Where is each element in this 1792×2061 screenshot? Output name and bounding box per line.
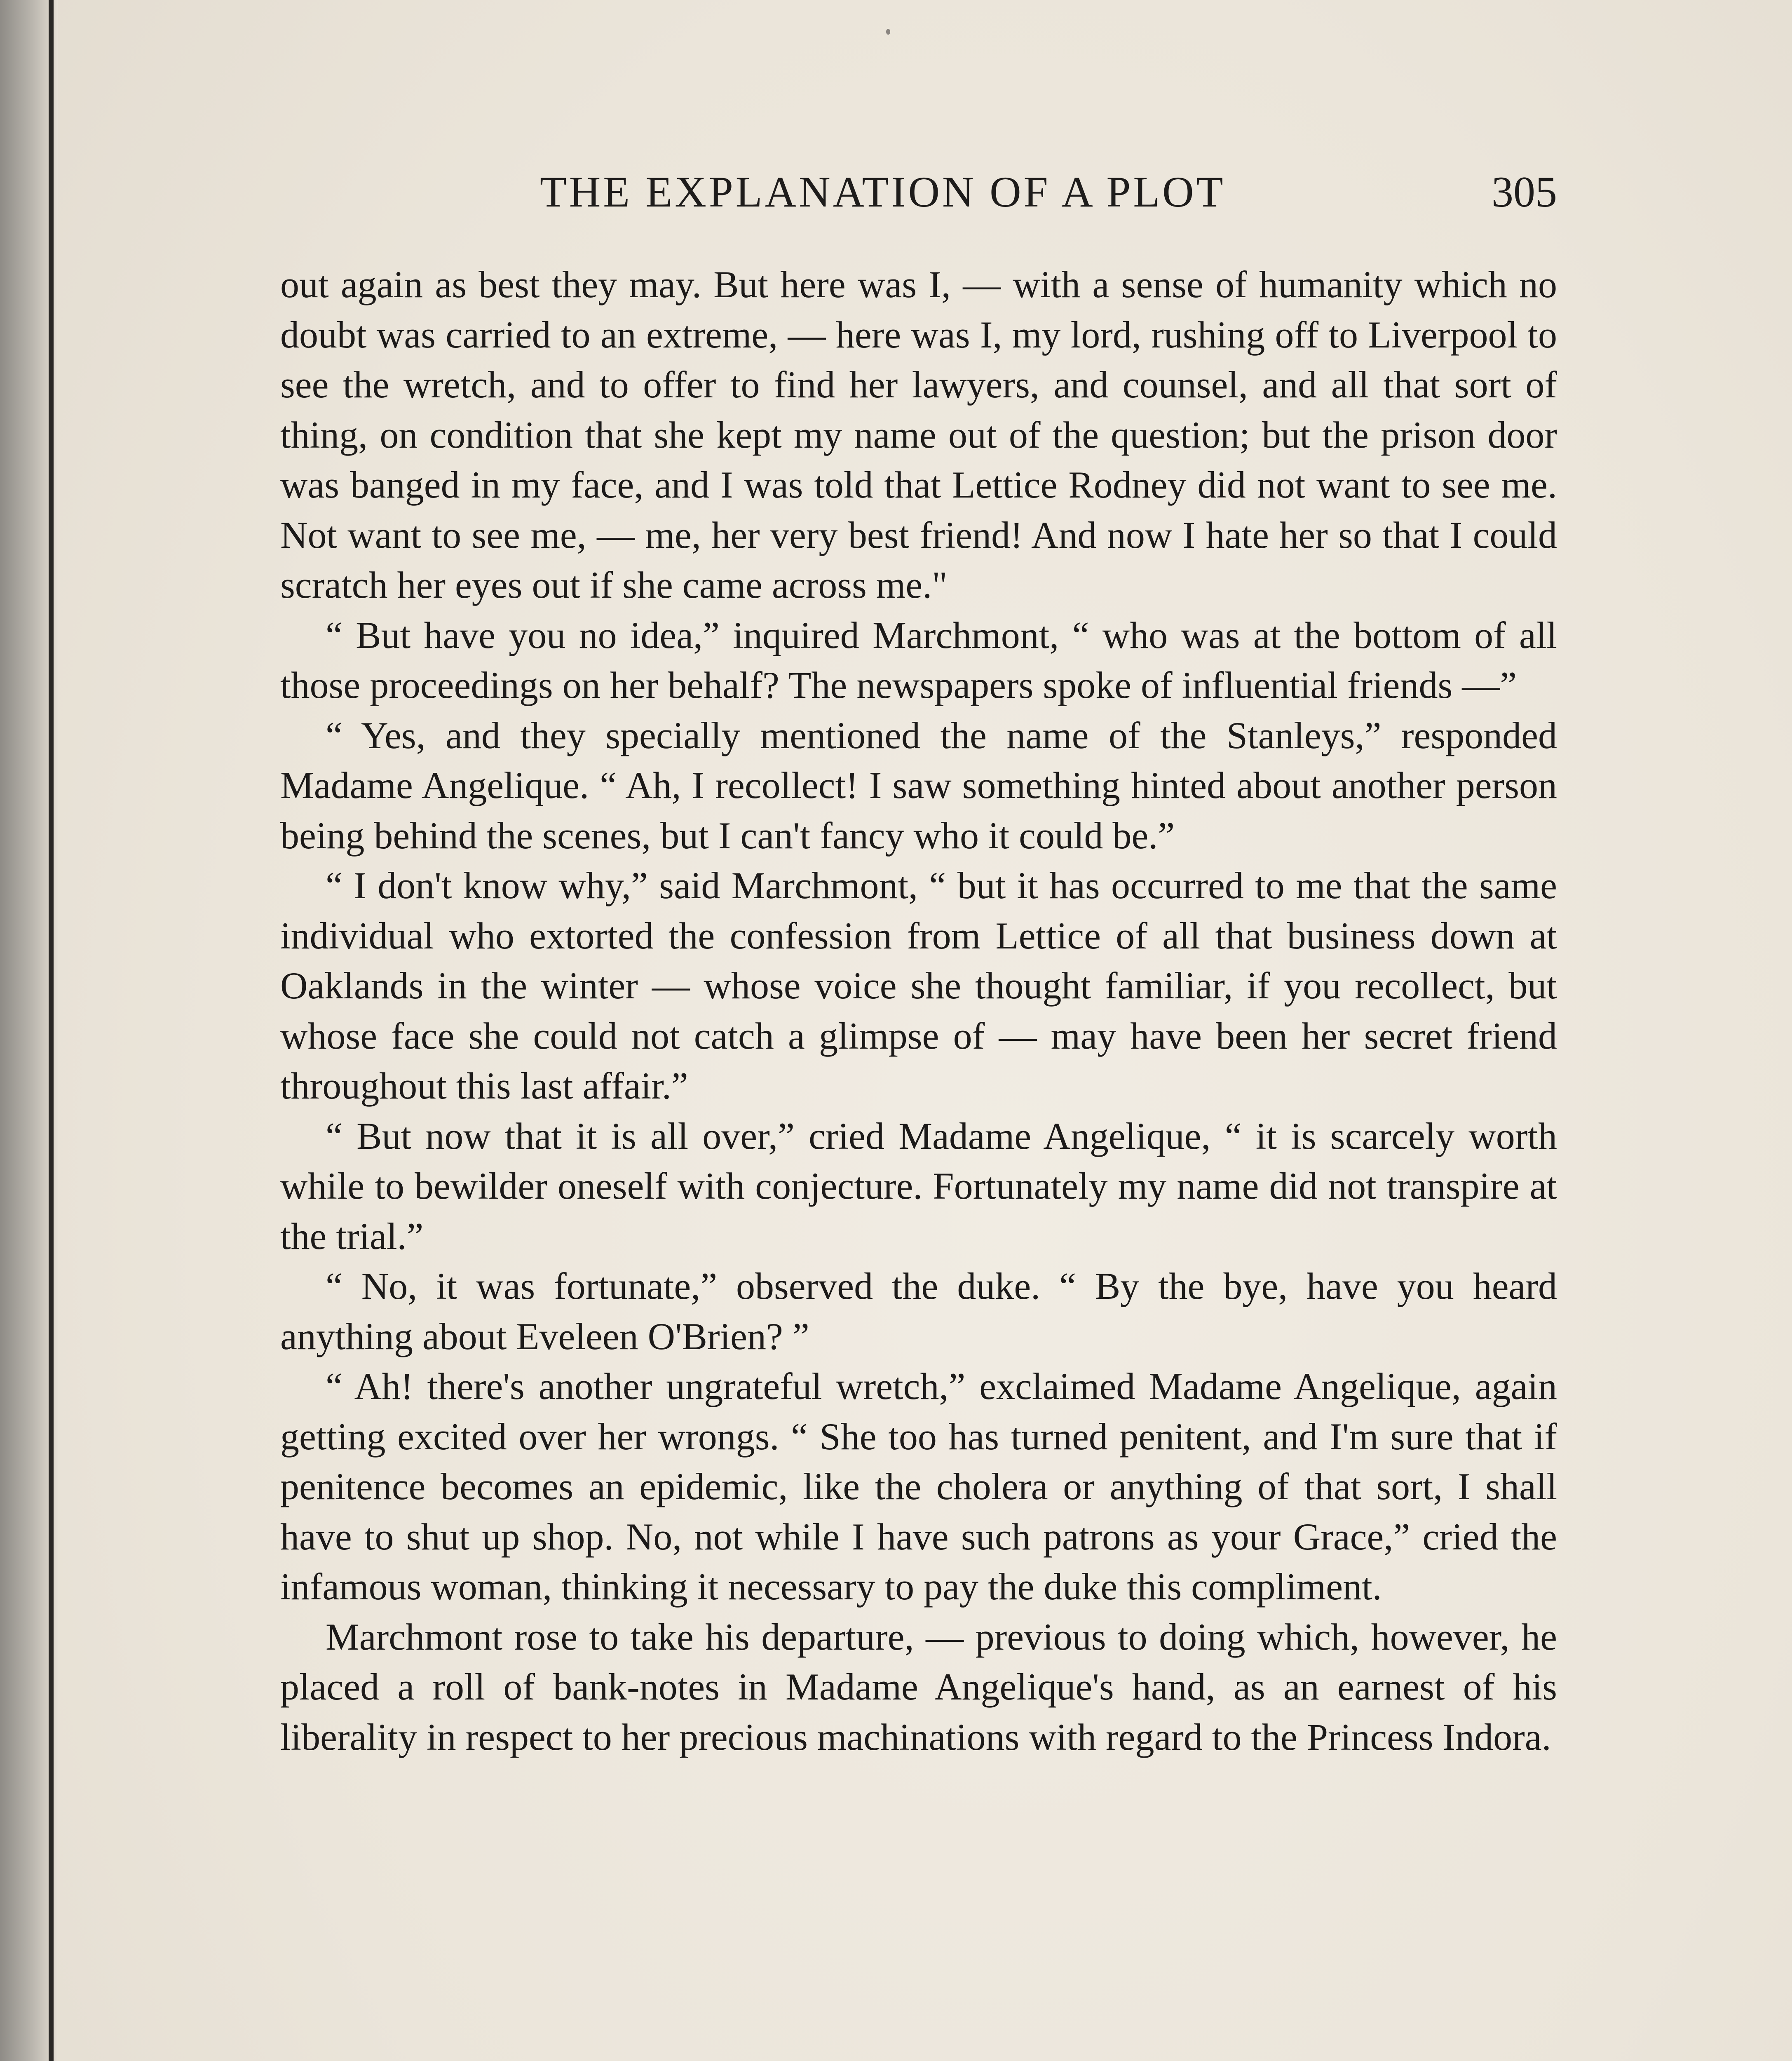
paragraph: “ But have you no idea,” inquired Marchmont, “ who was at the bottom of all those proceedings on her behalf? The newspapers spoke of influential friends —” <box>280 614 1557 706</box>
paper-speck <box>886 29 890 35</box>
paragraph: “ Ah! there's another ungrateful wretch,” exclaimed Madame Angelique, again getting excited over her wrongs. “ She too has turned penitent, and I'm sure that if penitence becomes an epidemic, like the cholera or anything of that sort, I shall have to shut up shop. No, not while I have such patrons as your Grace,” cried the infamous woman, thinking it necessary to pay the duke this compliment. <box>280 1365 1557 1608</box>
body-text <box>280 260 1557 1762</box>
page-gutter-edge <box>49 0 54 2061</box>
book-page <box>58 0 1792 2061</box>
paragraph: “ Yes, and they specially mentioned the name of the Stanleys,” responded Madame Angelique. “ Ah, I recollect! I saw something hinted about another person being behind the scenes, but I can't fancy who it could be.” <box>280 714 1557 857</box>
paragraph: Marchmont rose to take his departure, — previous to doing which, however, he placed a roll of bank-notes in Madame Angelique's hand, as an earnest of his liberality in respect to her precious machinations with regard to the Princess Indora. <box>280 1615 1557 1758</box>
paragraph: “ But now that it is all over,” cried Madame Angelique, “ it is scarcely worth while to bewilder oneself with conjecture. Fortunately my name did not transpire at the trial.” <box>280 1115 1557 1257</box>
paragraph: out again as best they may. But here was I, — with a sense of humanity which no doubt was carried to an extreme, — here was I, my lord, rushing off to Liverpool to see the wretch, and to offer to find her lawyers, and counsel, and all that sort of thing, on condition that she kept my name out of the question; but the prison door was banged in my face, and I was told that Lettice Rodney did not want to see me. Not want to see me, — me, her very best friend! And now I hate her so that I could scratch her eyes out if she came across me." <box>280 263 1557 606</box>
paragraph: “ I don't know why,” said Marchmont, “ but it has occurred to me that the same individual who extorted the confession from Lettice of all that business down at Oaklands in the winter — whose voice she thought familiar, if you recollect, but whose face she could not catch a glimpse of — may have been her secret friend throughout this last affair.” <box>280 864 1557 1107</box>
paragraph: “ No, it was fortunate,” observed the duke. “ By the bye, have you heard anything about Eveleen O'Brien? ” <box>280 1265 1557 1357</box>
running-head: THE EXPLANATION OF A PLOT <box>540 168 1226 216</box>
page-header <box>276 167 1557 229</box>
page-number: 305 <box>1492 168 1557 216</box>
